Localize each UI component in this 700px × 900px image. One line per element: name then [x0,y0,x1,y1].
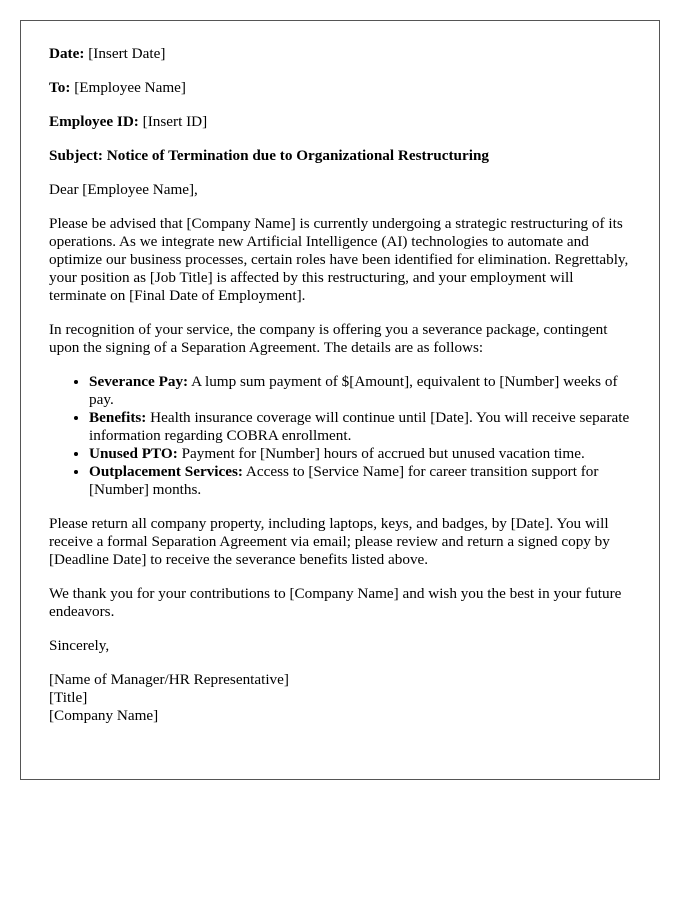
employee-id-line [49,113,631,131]
list-item-label: Severance Pay: [89,373,189,390]
recipient-label: To: [49,79,71,96]
list-item-label: Benefits: [89,409,147,426]
paragraph-restructuring: Please be advised that [Company Name] is currently undergoing a strategic restructuring of its operations. As we integrate new Artificial Intelligence (AI) technologies to automate and optimize our business processes, certain roles have been identified for elimination. Regrettably, your position as [Job Title] is affected by this restructuring, and your employment will terminate on [Final Date of Employment]. [49,215,629,304]
list-item-benefits [89,409,631,445]
list-item-label: Outplacement Services: [89,463,243,480]
employee-id-label: Employee ID: [49,113,139,130]
date-value: [Insert Date] [84,45,166,62]
recipient-value: [Employee Name] [70,79,186,96]
employee-id-value: [Insert ID] [138,113,208,130]
list-item-label: Unused PTO: [89,445,178,462]
signature-block [49,671,631,725]
paragraph-company-property: Please return all company property, including laptops, keys, and badges, by [Date]. You will receive a formal Separation Agreement via email; please review and return a signed copy by [Deadline Date] to receive the severance benefits listed above. [49,515,610,568]
salutation: Dear [Employee Name], [49,181,198,198]
sign-off: Sincerely, [49,637,110,654]
subject-text: Subject: Notice of Termination due to Organizational Restructuring [49,147,489,164]
date-label: Date: [49,45,85,62]
list-item-severance-pay [89,373,631,409]
signatory-title: [Title] [49,689,88,706]
list-item-text: Health insurance coverage will continue until [Date]. You will receive separate information regarding COBRA enrollment. [89,409,630,444]
severance-details-list [49,373,631,499]
signatory-name: [Name of Manager/HR Representative] [49,671,289,688]
subject-line [49,147,631,165]
list-item-text: Access to [Service Name] for career transition support for [Number] months. [89,463,599,498]
paragraph-severance-intro: In recognition of your service, the company is offering you a severance package, contingent upon the signing of a Separation Agreement. The details are as follows: [49,321,608,356]
letter-container [20,20,660,780]
list-item-unused-pto [89,445,631,463]
paragraph-thanks: We thank you for your contributions to [Company Name] and wish you the best in your future endeavors. [49,585,622,620]
list-item-text: A lump sum payment of $[Amount], equivalent to [Number] weeks of pay. [89,373,618,408]
list-item-outplacement [89,463,631,499]
recipient-line [49,79,631,97]
list-item-text: Payment for [Number] hours of accrued but unused vacation time. [177,445,585,462]
signatory-company: [Company Name] [49,707,159,724]
date-line [49,45,631,63]
